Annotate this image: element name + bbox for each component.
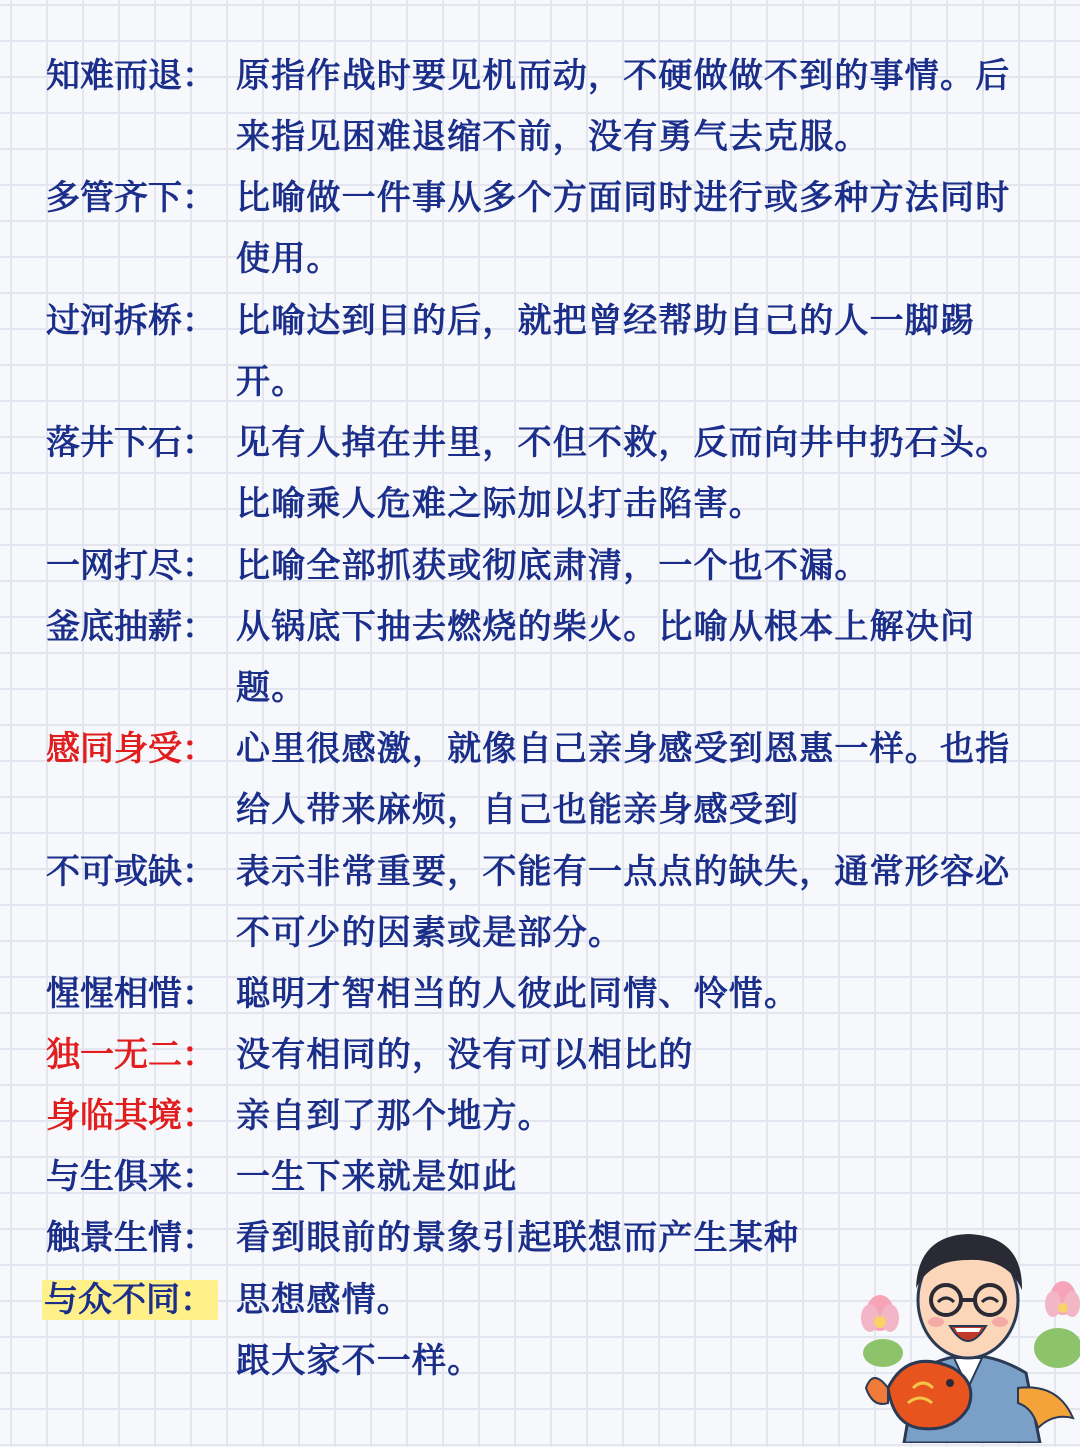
entry-fudi-chouxin xyxy=(46,597,1036,719)
entry-term: 釜底抽薪 xyxy=(46,607,182,647)
entry-colon: ： xyxy=(182,607,216,647)
entry-buke-huoque xyxy=(46,842,1036,964)
entry-gantong-shenshou xyxy=(46,719,1036,841)
entry-term: 与生俱来 xyxy=(46,1157,182,1197)
entry-definition: 比喻达到目的后，就把曾经帮助自己的人一脚踢开。 xyxy=(236,301,976,402)
entry-definition: 见有人掉在井里，不但不救，反而向井中扔石头。比喻乘人危难之际加以打击陷害。 xyxy=(236,423,1011,524)
entry-duyi-wuer xyxy=(46,1025,1036,1086)
entry-term: 惺惺相惜 xyxy=(46,974,182,1014)
extra-definition-line: 跟大家不一样。 xyxy=(236,1341,483,1381)
entry-guohe-chaiqiao xyxy=(46,291,1036,413)
entry-colon: ： xyxy=(182,974,216,1014)
entry-term: 过河拆桥 xyxy=(46,301,182,341)
entry-colon: ： xyxy=(182,1218,216,1258)
entry-colon: ： xyxy=(182,423,216,463)
entry-colon: ： xyxy=(182,1096,216,1136)
entry-definition: 从锅底下抽去燃烧的柴火。比喻从根本上解决问题。 xyxy=(236,607,976,708)
entry-duoguan-qixia xyxy=(46,168,1036,290)
entry-term: 触景生情 xyxy=(46,1218,182,1258)
entry-zhinan-ertui xyxy=(46,46,1036,168)
entry-yusheng-julai xyxy=(46,1147,1036,1208)
entry-colon: ： xyxy=(182,1035,216,1075)
entry-definition: 心里很感激，就像自己亲身感受到恩惠一样。也指给人带来麻烦，自己也能亲身感受到 xyxy=(236,729,1011,830)
entry-definition: 没有相同的，没有可以相比的 xyxy=(236,1035,694,1075)
entry-definition: 表示非常重要，不能有一点点的缺失，通常形容必不可少的因素或是部分。 xyxy=(236,852,1011,953)
entry-yiwang-dajin xyxy=(46,536,1036,597)
entry-term: 与众不同 xyxy=(44,1280,180,1320)
entry-definition: 原指作战时要见机而动，不硬做做不到的事情。后来指见困难退缩不前，没有勇气去克服。 xyxy=(236,56,1011,157)
entry-term: 身临其境 xyxy=(46,1096,182,1136)
entry-colon: ： xyxy=(180,1280,214,1320)
entry-term: 独一无二 xyxy=(46,1035,182,1075)
entry-term: 知难而退 xyxy=(46,56,182,96)
entry-term: 感同身受 xyxy=(46,729,182,769)
highlighted-term xyxy=(42,1280,218,1320)
entry-colon: ： xyxy=(182,852,216,892)
entry-term: 一网打尽 xyxy=(46,546,182,586)
entry-luojing-xiashi xyxy=(46,413,1036,535)
entry-colon: ： xyxy=(182,301,216,341)
entry-colon: ： xyxy=(182,1157,216,1197)
entry-shenlin-qijing xyxy=(46,1086,1036,1147)
entry-definition: 比喻做一件事从多个方面同时进行或多种方法同时使用。 xyxy=(236,178,1011,279)
entry-definition: 聪明才智相当的人彼此同情、怜惜。 xyxy=(236,974,800,1014)
entry-definition: 比喻全部抓获或彻底肃清，一个也不漏。 xyxy=(236,546,870,586)
entry-xingxing-xiangxi xyxy=(46,964,1036,1025)
entry-colon: ： xyxy=(182,178,216,218)
entry-definition: 思想感情。 xyxy=(236,1280,412,1320)
entry-term: 不可或缺 xyxy=(46,852,182,892)
entry-colon: ： xyxy=(182,546,216,586)
cartoon-man-with-glasses-holding-koi-fish-icon xyxy=(858,1218,1080,1443)
entry-definition: 看到眼前的景象引起联想而产生某种 xyxy=(236,1218,800,1258)
entry-colon: ： xyxy=(182,729,216,769)
entry-term: 落井下石 xyxy=(46,423,182,463)
entry-definition: 一生下来就是如此 xyxy=(236,1157,518,1197)
entry-colon: ： xyxy=(182,56,216,96)
entry-term: 多管齐下 xyxy=(46,178,182,218)
entry-definition: 亲自到了那个地方。 xyxy=(236,1096,553,1136)
